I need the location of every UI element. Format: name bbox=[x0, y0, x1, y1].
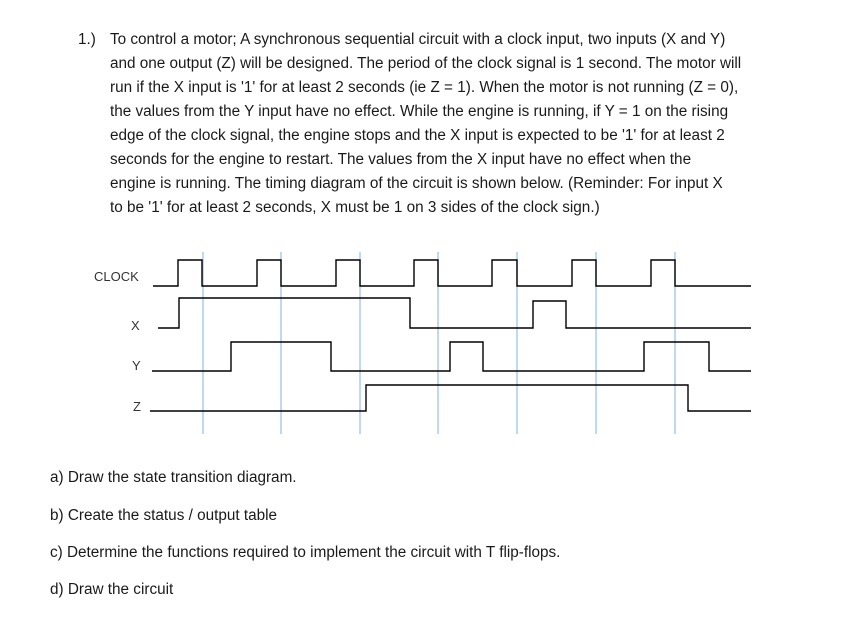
problem-line: to be '1' for at least 2 seconds, X must be 1 on 3 sides of the clock sign.) bbox=[110, 199, 600, 216]
x-label: X bbox=[131, 318, 140, 333]
question-a: a) Draw the state transition diagram. bbox=[50, 469, 297, 486]
x-waveform bbox=[158, 298, 751, 328]
problem-line: edge of the clock signal, the engine stops and the X input is expected to be '1' for at least 2 bbox=[110, 127, 725, 144]
problem-line: To control a motor; A synchronous sequential circuit with a clock input, two inputs (X and Y) bbox=[110, 31, 726, 48]
problem-line: seconds for the engine to restart. The values from the X input have no effect when the bbox=[110, 151, 692, 168]
problem-line: the values from the Y input have no effect. While the engine is running, if Y = 1 on the rising bbox=[110, 103, 729, 120]
z-label: Z bbox=[133, 399, 141, 414]
problem-number: 1.) bbox=[78, 31, 96, 48]
clock-edge-gridlines bbox=[203, 252, 675, 434]
y-label: Y bbox=[132, 358, 141, 373]
question-d: d) Draw the circuit bbox=[50, 581, 174, 598]
question-b: b) Create the status / output table bbox=[50, 507, 278, 524]
problem-line: and one output (Z) will be designed. The period of the clock signal is 1 second. The motor will bbox=[110, 55, 742, 72]
problem-line: run if the X input is '1' for at least 2 seconds (ie Z = 1). When the motor is not running (Z = 0), bbox=[110, 79, 739, 96]
problem-line: engine is running. The timing diagram of the circuit is shown below. (Reminder: For input X bbox=[110, 175, 723, 192]
z-waveform bbox=[150, 385, 751, 411]
clock-waveform bbox=[153, 260, 751, 286]
y-waveform bbox=[152, 342, 751, 371]
clock-label: CLOCK bbox=[94, 269, 139, 284]
question-c: c) Determine the functions required to implement the circuit with T flip-flops. bbox=[50, 544, 561, 561]
